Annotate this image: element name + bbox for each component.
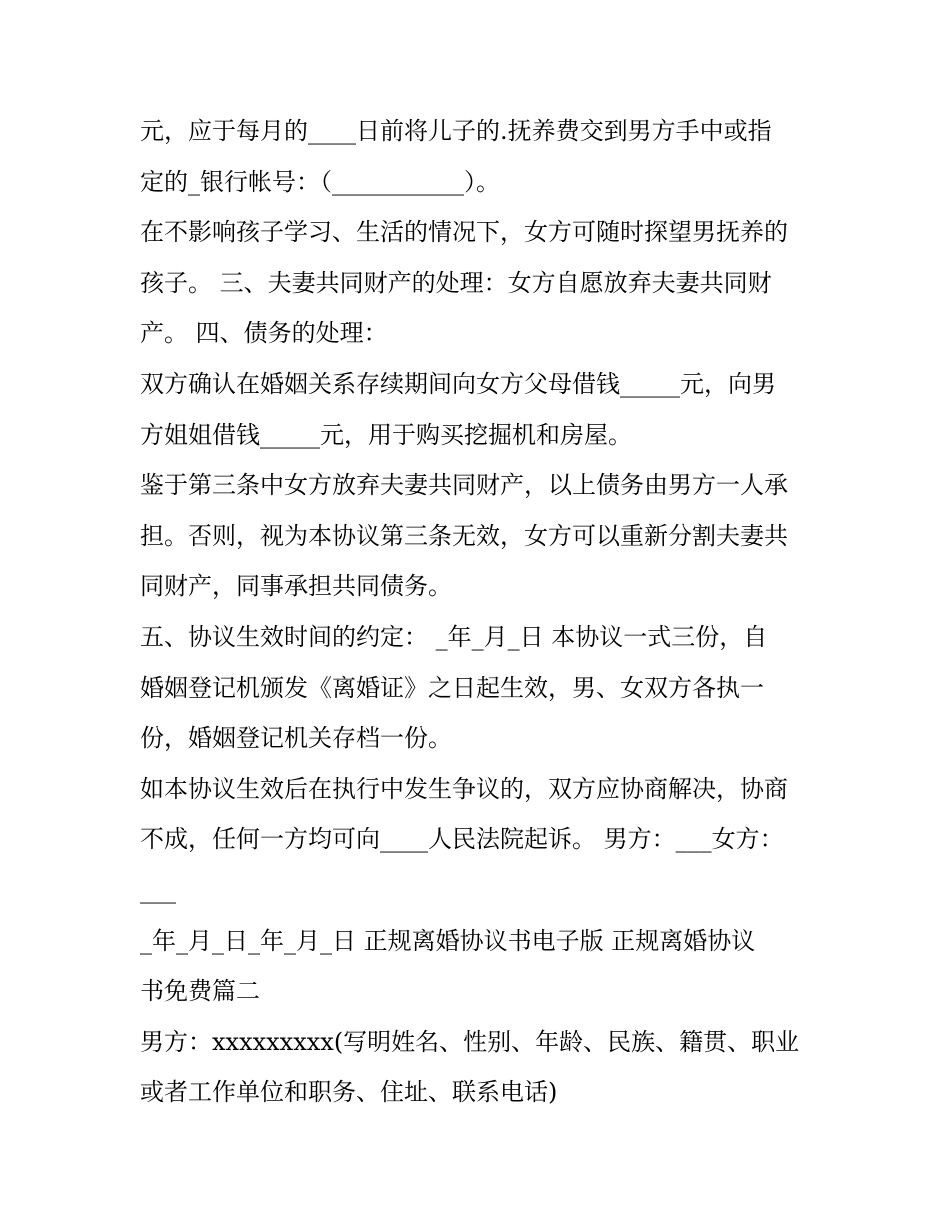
text-line: 定的_银行帐号：（___________）。 — [140, 167, 500, 196]
text-line: 双方确认在婚姻关系存续期间向女方父母借钱_____元，向男 — [140, 369, 776, 398]
text-line: 产。 四、债务的处理： — [140, 319, 388, 348]
text-line: ___ — [140, 875, 176, 904]
text-line: 婚姻登记机颁发《离婚证》之日起生效，男、女双方各执一 — [140, 673, 764, 702]
text-line: 元，应于每月的____日前将儿子的.抚养费交到男方手中或指 — [140, 117, 772, 145]
text-line: 份，婚姻登记机关存档一份。 — [140, 724, 452, 753]
text-line: 书免费篇二 — [140, 977, 260, 1006]
text-line: 孩子。 三、夫妻共同财产的处理：女方自愿放弃夫妻共同财 — [140, 268, 772, 297]
text-line: 在不影响孩子学习、生活的情况下，女方可随时探望男抚养的 — [140, 218, 788, 247]
text-line: 同财产，同事承担共同债务。 — [140, 572, 452, 601]
text-line: _年_月_日_年_月_日 正规离婚协议书电子版 正规离婚协议 — [140, 926, 756, 955]
text-line: 男方：xxxxxxxxx(写明姓名、性别、年龄、民族、籍贯、职业 — [140, 1027, 800, 1056]
text-line: 五、协议生效时间的约定： _年_月_日 本协议一式三份，自 — [140, 622, 768, 651]
text-line: 方姐姐借钱_____元，用于购买挖掘机和房屋。 — [140, 420, 632, 449]
text-line: 不成，任何一方均可向____人民法院起诉。 男方：___女方： — [140, 825, 784, 854]
text-line: 鉴于第三条中女方放弃夫妻共同财产，以上债务由男方一人承 — [140, 471, 788, 500]
text-line: 或者工作单位和职务、住址、联系电话) — [140, 1078, 558, 1107]
agreement-text — [140, 106, 820, 1118]
text-line: 如本协议生效后在执行中发生争议的，双方应协商解决，协商 — [140, 774, 788, 803]
text-line: 担。否则，视为本协议第三条无效，女方可以重新分割夫妻共 — [140, 521, 788, 550]
